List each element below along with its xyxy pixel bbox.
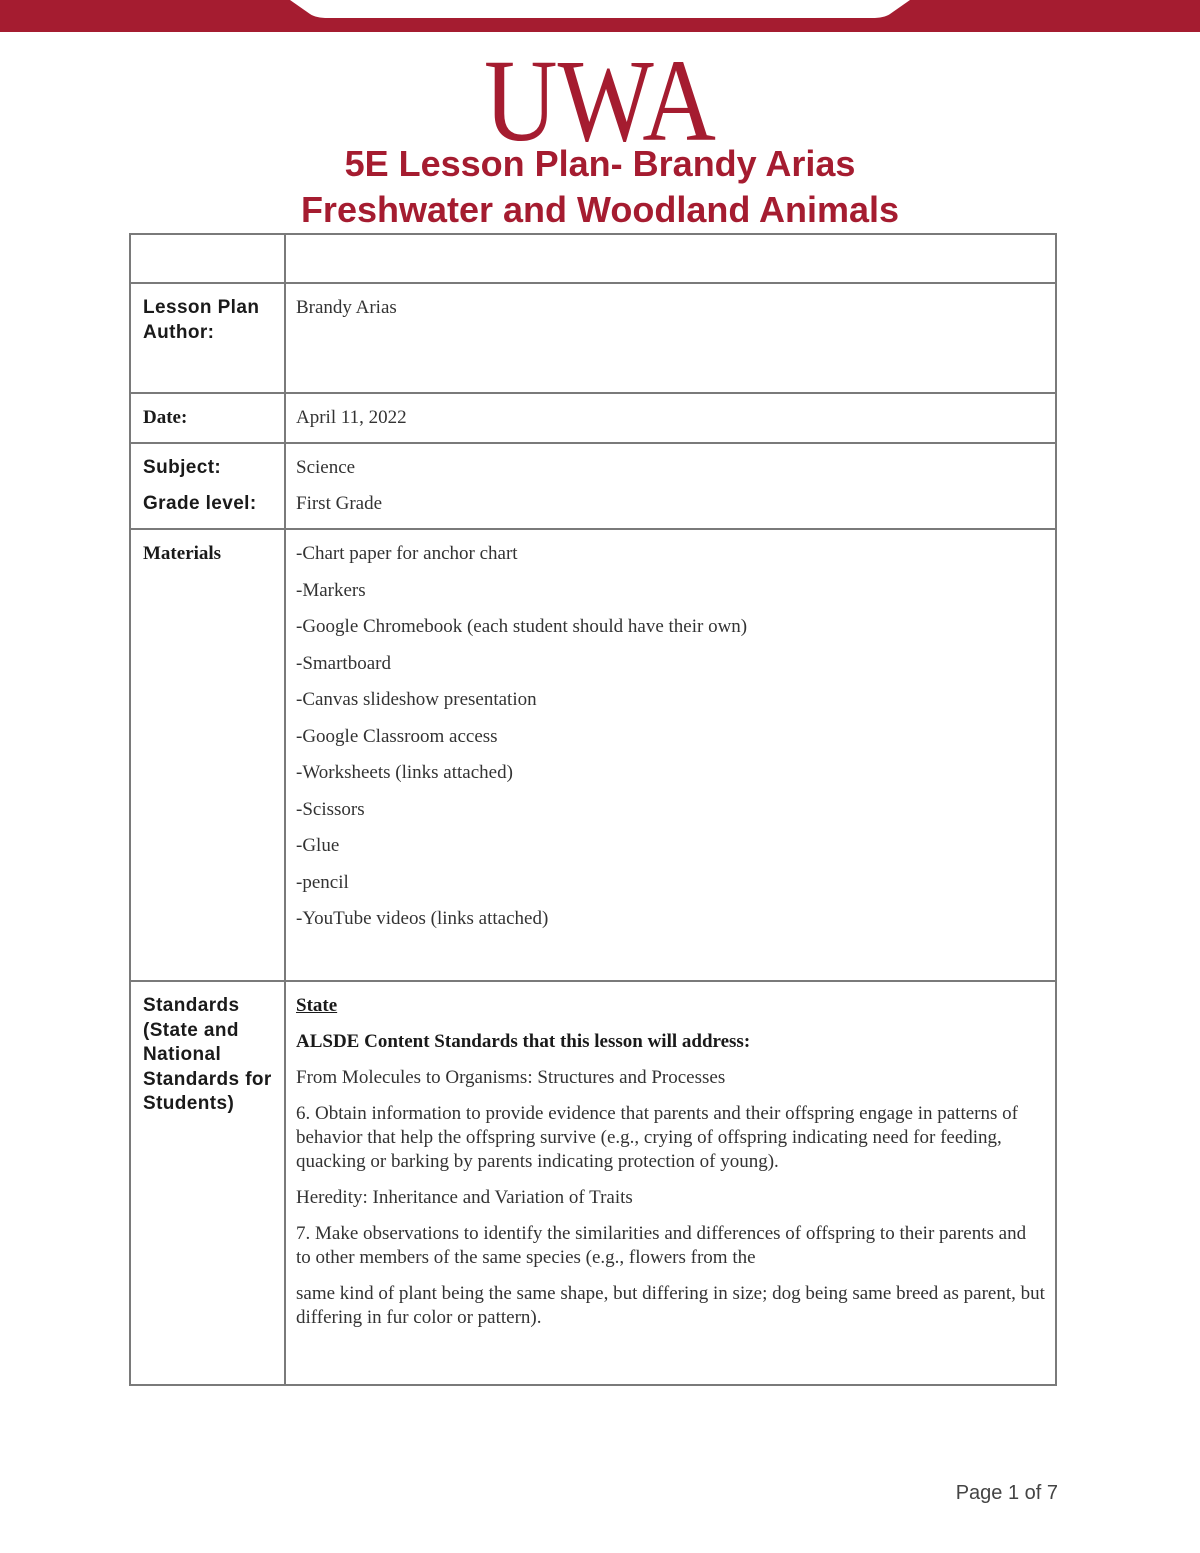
subject-value: Science [296,457,356,478]
grade-value: First Grade [296,493,383,514]
list-item: -pencil [296,871,349,893]
header-band [0,0,1200,32]
standards-paragraph: Heredity: Inheritance and Variation of Traits [296,1187,633,1208]
standards-paragraph: From Molecules to Organisms: Structures and Processes [296,1067,726,1088]
list-item: -Chart paper for anchor chart [296,543,518,564]
materials-list [296,542,1045,931]
materials-label: Materials [143,543,222,564]
list-item: -Smartboard [296,652,391,674]
uwa-logo [480,35,720,166]
table-row-empty [130,234,1056,283]
list-item: -Google Classroom access [296,725,498,747]
table-row-date [130,393,1056,443]
table-row-author [130,283,1056,393]
table-row-materials [130,529,1056,981]
list-item: -YouTube videos (links attached) [296,908,549,929]
alsde-heading: ALSDE Content Standards that this lesson will address: [296,1031,751,1052]
standards-paragraph: 6. Obtain information to provide evidence that parents and their offspring engage in patterns of behavior that help the offspring survive (e.g., crying of offspring indicating need for feeding, quacking or barking by parents indicating protection of young). [296,1103,1018,1172]
author-value: Brandy Arias [296,297,397,318]
standards-paragraph: 7. Make observations to identify the similarities and differences of offspring to their parents and to other members of the same species (e.g., flowers from the [296,1223,1027,1268]
standards-label: Standards (State and National Standards for Students) [143,995,272,1114]
list-item: -Scissors [296,798,365,820]
date-value: April 11, 2022 [296,407,407,428]
standards-paragraph: same kind of plant being the same shape, but differing in size; dog being same breed as parent, but differing in fur color or pattern). [296,1283,1045,1328]
list-item: -Google Chromebook (each student should have their own) [296,616,748,637]
svg-text:UWA: UWA [484,35,716,166]
page-number: Page 1 of 7 [955,1482,1058,1504]
subject-label: Subject: [143,457,222,478]
lesson-title: 5E Lesson Plan- Brandy Arias [344,143,856,184]
list-item: -Canvas slideshow presentation [296,689,537,710]
list-item: -Worksheets (links attached) [296,762,513,783]
list-item: -Glue [296,835,340,856]
author-label: Lesson Plan Author: [143,297,260,343]
date-label: Date: [143,407,188,428]
lesson-subtitle: Freshwater and Woodland Animals [300,189,900,230]
lesson-plan-table [129,233,1057,1386]
table-row-standards [130,981,1056,1385]
standards-state-heading: State [296,995,338,1016]
table-row-subject-grade [130,443,1056,529]
grade-label: Grade level: [143,493,257,514]
list-item: -Markers [296,579,366,601]
